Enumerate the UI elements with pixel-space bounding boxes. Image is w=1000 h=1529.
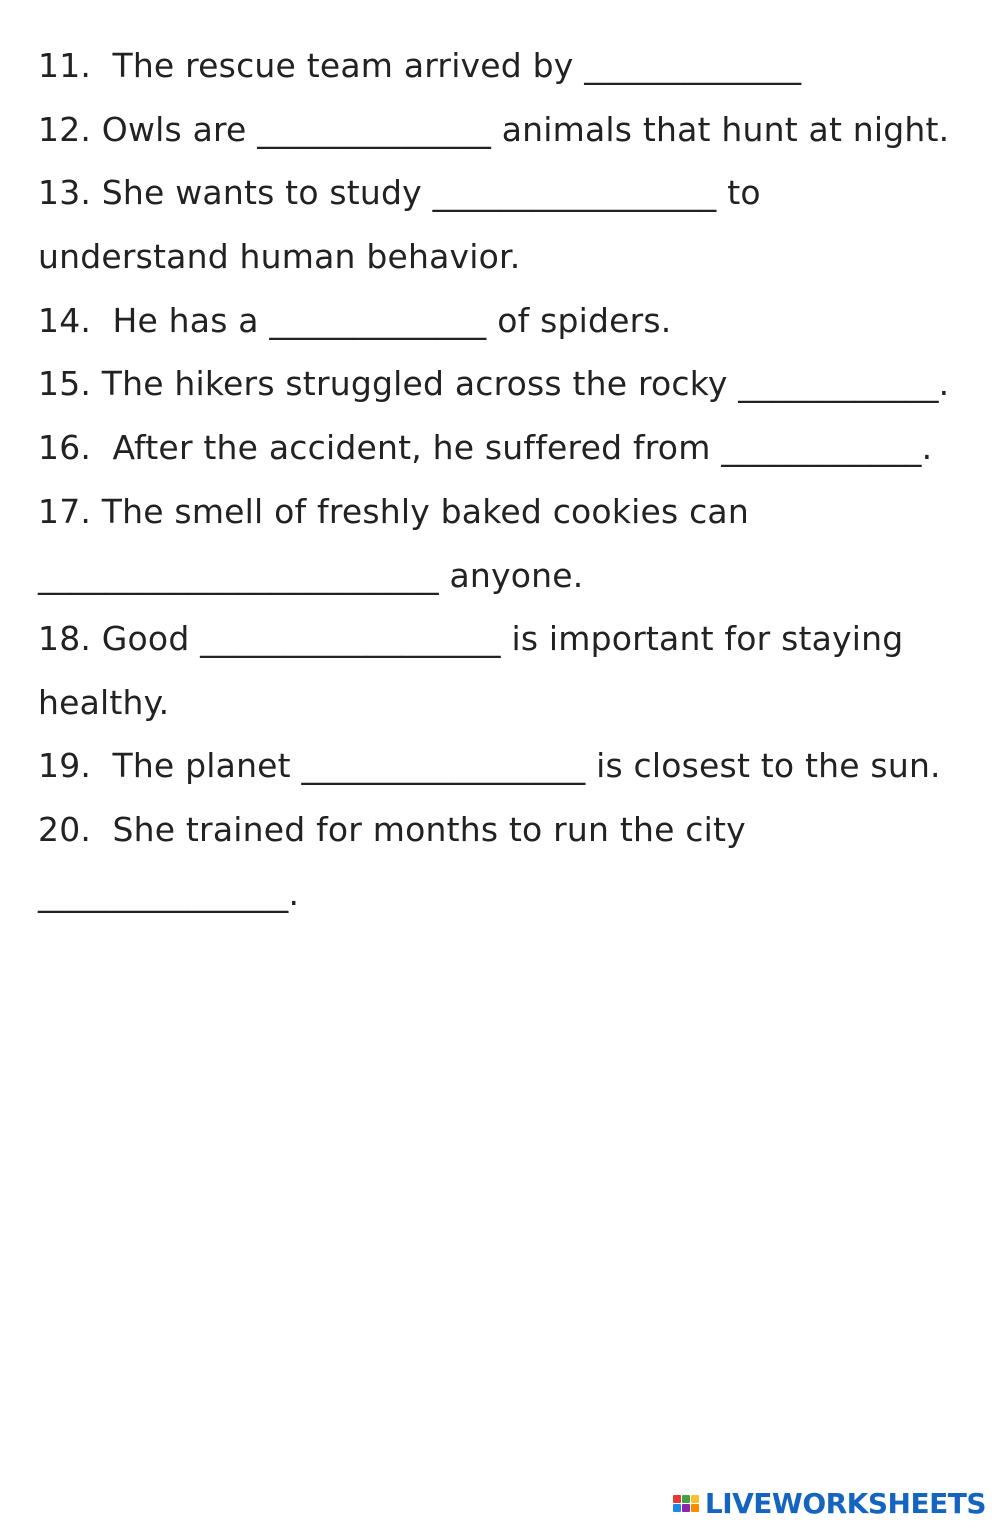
logo-cell bbox=[691, 1504, 699, 1512]
logo-cell bbox=[691, 1495, 699, 1503]
question-20-line: 20. She trained for months to run the city bbox=[38, 810, 746, 849]
question-13-continuation: understand human behavior. bbox=[38, 237, 521, 276]
question-19-line: 19. The planet _________________ is closest to the sun. bbox=[38, 746, 941, 785]
question-13-line: 13. She wants to study _________________ to bbox=[38, 173, 761, 212]
logo-cell bbox=[673, 1504, 681, 1512]
liveworksheets-logo-icon bbox=[673, 1495, 699, 1512]
logo-cell bbox=[682, 1495, 690, 1503]
liveworksheets-brand bbox=[673, 1485, 986, 1521]
question-20-continuation: _______________. bbox=[38, 874, 300, 913]
logo-cell bbox=[682, 1504, 690, 1512]
question-17-line: 17. The smell of freshly baked cookies can bbox=[38, 492, 749, 531]
question-17-continuation: ________________________ anyone. bbox=[38, 556, 584, 595]
question-18-line: 18. Good __________________ is important for staying bbox=[38, 619, 904, 658]
question-11-line: 11. The rescue team arrived by _____________ bbox=[38, 46, 802, 85]
question-15-line: 15. The hikers struggled across the rocky ____________. bbox=[38, 364, 950, 403]
brand-name: LIVEWORKSHEETS bbox=[704, 1486, 986, 1520]
question-12-line: 12. Owls are ______________ animals that hunt at night. bbox=[38, 110, 950, 149]
question-18-continuation: healthy. bbox=[38, 683, 170, 722]
logo-cell bbox=[673, 1495, 681, 1503]
question-16-line: 16. After the accident, he suffered from ____________. bbox=[38, 428, 933, 467]
question-14-line: 14. He has a _____________ of spiders. bbox=[38, 301, 672, 340]
